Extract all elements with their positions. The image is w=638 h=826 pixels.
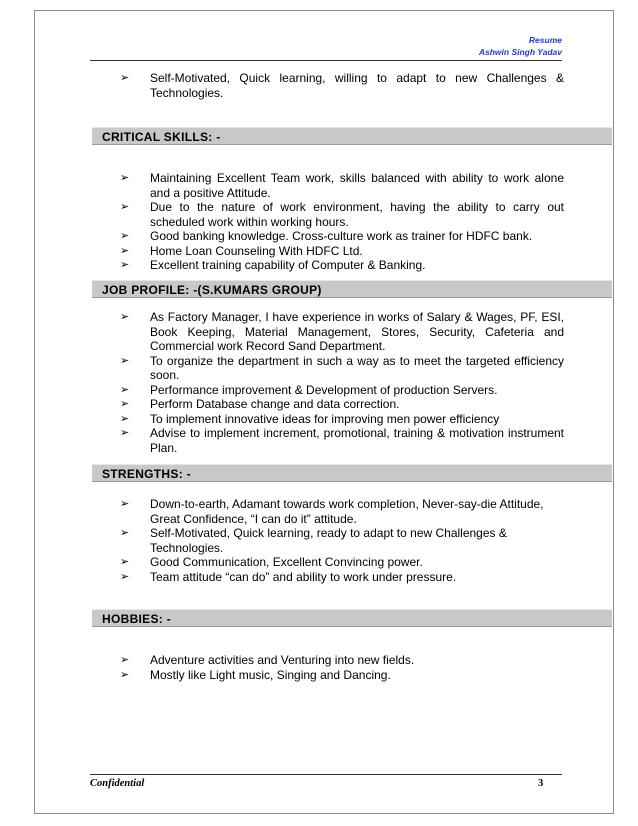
strengths-list [120, 497, 564, 584]
arrowhead-bullet-icon: ➢ [120, 230, 130, 242]
arrowhead-bullet-icon: ➢ [120, 398, 130, 410]
list-item: ➢ Self-Motivated, Quick learning, willing to adapt to new Challenges & Technologies. [120, 71, 564, 100]
section-header-strengths [92, 464, 612, 482]
arrowhead-bullet-icon: ➢ [120, 427, 130, 439]
arrowhead-bullet-icon: ➢ [120, 570, 130, 583]
arrowhead-bullet-icon: ➢ [120, 259, 130, 271]
page-number: 3 [538, 778, 544, 789]
header-divider [90, 60, 562, 61]
arrowhead-bullet-icon: ➢ [120, 527, 130, 539]
arrowhead-bullet-icon: ➢ [120, 668, 130, 681]
list-item: ➢ Good banking knowledge. Cross-culture work as trainer for HDFC bank. [120, 229, 533, 243]
intro-list [120, 71, 564, 100]
section-title: STRENGTHS: - [102, 467, 191, 481]
list-item: ➢ As Factory Manager, I have experience in works of Salary & Wages, PF, ESI, Book Keeping, Material Management, Stores, Security, Cafeteria and Commercial work Record Sand Department. [120, 310, 564, 353]
list-item: ➢ Down-to-earth, Adamant towards work completion, Never-say-die Attitude, Great Confidence, “I can do it” attitude. [120, 497, 544, 526]
section-header-hobbies [92, 609, 612, 627]
arrowhead-bullet-icon: ➢ [120, 383, 130, 396]
section-title: HOBBIES: - [102, 612, 171, 626]
list-item: ➢ Perform Database change and data correction. [120, 397, 400, 411]
list-item: ➢ Home Loan Counseling With HDFC Ltd. [120, 243, 363, 258]
section-header-critical-skills [92, 127, 612, 145]
list-item: ➢ Mostly like Light music, Singing and Dancing. [120, 667, 391, 682]
list-item: ➢ Advise to implement increment, promotional, training & motivation instrument Plan. [120, 426, 564, 455]
footer-divider [90, 774, 562, 775]
list-item: ➢ Good Communication, Excellent Convincing power. [120, 555, 423, 569]
arrowhead-bullet-icon: ➢ [120, 172, 130, 184]
list-item: ➢ Maintaining Excellent Team work, skills balanced with ability to work alone and a positive Attitude. [120, 171, 564, 200]
arrowhead-bullet-icon: ➢ [120, 354, 130, 367]
header-name: Ashwin Singh Yadav [478, 47, 562, 57]
arrowhead-bullet-icon: ➢ [120, 412, 130, 425]
list-item: ➢ Self-Motivated, Quick learning, ready to adapt to new Challenges & Technologies. [120, 526, 507, 555]
footer-label: Confidential [90, 778, 145, 789]
arrowhead-bullet-icon: ➢ [120, 72, 130, 84]
list-item: ➢ Adventure activities and Venturing into new fields. [120, 653, 415, 667]
critical-skills-list [120, 171, 564, 273]
list-item: ➢ Due to the nature of work environment, having the ability to carry out scheduled work within working hours. [120, 200, 564, 229]
job-profile-list [120, 310, 564, 455]
list-item: ➢ Team attitude “can do” and ability to work under pressure. [120, 569, 457, 584]
arrowhead-bullet-icon: ➢ [120, 654, 130, 666]
hobbies-list [120, 653, 564, 682]
arrowhead-bullet-icon: ➢ [120, 311, 130, 323]
list-item: ➢ To implement innovative ideas for improving men power efficiency [120, 411, 500, 426]
list-item: ➢ Excellent training capability of Computer & Banking. [120, 258, 426, 272]
header-title: Resume [528, 35, 562, 45]
arrowhead-bullet-icon: ➢ [120, 244, 130, 257]
section-title: JOB PROFILE: -(S.KUMARS GROUP) [102, 283, 322, 297]
arrowhead-bullet-icon: ➢ [120, 556, 130, 568]
arrowhead-bullet-icon: ➢ [120, 201, 130, 213]
list-item: ➢ To organize the department in such a way as to meet the targeted efficiency soon. [120, 353, 564, 382]
arrowhead-bullet-icon: ➢ [120, 498, 130, 510]
section-header-job-profile [92, 280, 612, 298]
section-title: CRITICAL SKILLS: - [102, 130, 221, 144]
page-header [479, 34, 562, 58]
list-item: ➢ Performance improvement & Development of production Servers. [120, 382, 498, 397]
